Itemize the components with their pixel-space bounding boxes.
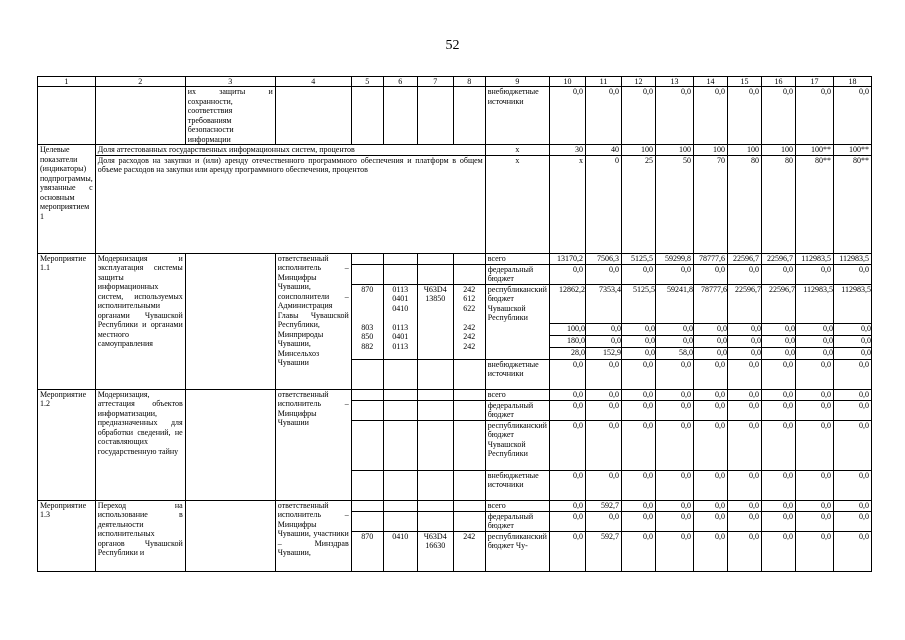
- target-value: 100: [693, 145, 727, 156]
- m12-value: 0,0: [549, 389, 585, 400]
- cont-value: 0,0: [761, 87, 795, 145]
- empty-cell: [383, 87, 417, 145]
- target-x: x: [485, 155, 549, 253]
- m12-value: 0,0: [549, 470, 585, 500]
- m13-value: 0,0: [833, 500, 871, 511]
- code-vr: [453, 511, 485, 531]
- code-gr: 870 803 850 882: [351, 284, 383, 359]
- m11-value: 22596,7: [728, 285, 761, 324]
- m11-value: 0,0: [586, 336, 621, 348]
- target-value: x: [549, 155, 585, 253]
- m11-value-stack: [621, 284, 655, 359]
- m11-value: 0,0: [762, 324, 795, 336]
- cont-value: 0,0: [795, 87, 833, 145]
- m11-value: 0,0: [834, 336, 871, 348]
- target-value: 100**: [833, 145, 871, 156]
- m11-value: 0,0: [784, 347, 795, 357]
- code-rz: [383, 511, 417, 531]
- m13-value: 0,0: [727, 500, 761, 511]
- m11-value: 0,0: [656, 324, 693, 336]
- m11-value: 0,0: [694, 336, 727, 348]
- empty-cell: [383, 400, 417, 420]
- m12-value: 0,0: [761, 470, 795, 500]
- code-vr: [453, 500, 485, 511]
- m13-value: 0,0: [549, 531, 585, 571]
- m11-value-stack: [727, 284, 761, 359]
- m11-value: 0,0: [716, 347, 727, 357]
- page-number: 52: [445, 38, 460, 53]
- empty-cell: [185, 389, 275, 500]
- m11-value: 0,0: [761, 359, 795, 389]
- code-csr: Ч63D4 13850: [417, 284, 453, 359]
- m12-value: 0,0: [585, 400, 621, 420]
- m13-value: 0,0: [761, 531, 795, 571]
- target-value: 30: [549, 145, 585, 156]
- m12-value: 0,0: [833, 420, 871, 470]
- m13-value: 0,0: [621, 511, 655, 531]
- target-value: 100: [655, 145, 693, 156]
- m12-value: 0,0: [655, 420, 693, 470]
- m11-value: 7353,4: [586, 285, 621, 324]
- code-csr: Ч63D4 16630: [417, 531, 453, 571]
- cont-value: 0,0: [549, 87, 585, 145]
- m13-value: 0,0: [833, 531, 871, 571]
- code-rz: 0410: [383, 531, 417, 571]
- m13-value: 0,0: [727, 531, 761, 571]
- empty-cell: [383, 253, 417, 264]
- m11-value: 59299,8: [655, 253, 693, 264]
- m11-value: 59241,8: [656, 285, 693, 324]
- m12-value: 0,0: [621, 420, 655, 470]
- m13-value: 0,0: [795, 500, 833, 511]
- m13-value: 592,7: [585, 500, 621, 511]
- m11-value: 0,0: [833, 359, 871, 389]
- header-row: [38, 77, 872, 87]
- column-number: 7: [417, 77, 453, 87]
- m12-value: 0,0: [833, 400, 871, 420]
- m11-value: 78777,6: [693, 253, 727, 264]
- column-number: 18: [833, 77, 871, 87]
- m13-value: 0,0: [795, 531, 833, 571]
- m11-value: 0,0: [833, 264, 871, 284]
- m11-value-stack: [655, 284, 693, 359]
- target-value: 80: [761, 155, 795, 253]
- m13-value: 0,0: [693, 511, 727, 531]
- m12-value: 0,0: [833, 389, 871, 400]
- column-number: 11: [585, 77, 621, 87]
- column-number: 16: [761, 77, 795, 87]
- measure-label: Мероприятие 1.2: [38, 389, 96, 500]
- cont-value: 0,0: [727, 87, 761, 145]
- m12-value: 0,0: [585, 420, 621, 470]
- m11-value: 0,0: [621, 264, 655, 284]
- m12-value: 0,0: [655, 389, 693, 400]
- m11-value: 180,0: [550, 336, 585, 348]
- empty-cell: [383, 264, 417, 284]
- m13-value: 0,0: [655, 531, 693, 571]
- empty-cell: [351, 389, 383, 400]
- code-csr: [417, 500, 453, 511]
- empty-cell: [95, 87, 185, 145]
- m11-value: 152,9: [602, 347, 621, 357]
- m11-value: 22596,7: [762, 285, 795, 324]
- target-value: 80**: [833, 155, 871, 253]
- m11-value: 112983,5: [833, 253, 871, 264]
- target-value: 100: [761, 145, 795, 156]
- m11-value: 0,0: [585, 359, 621, 389]
- empty-cell: [351, 400, 383, 420]
- m11-value: 0,0: [796, 324, 833, 336]
- column-number: 14: [693, 77, 727, 87]
- empty-cell: [453, 470, 485, 500]
- m11-value: 28,0: [570, 347, 585, 357]
- m11-value: 58,0: [678, 347, 693, 357]
- column-number: 5: [351, 77, 383, 87]
- m13-value: 0,0: [549, 511, 585, 531]
- funding-source: внебюджетные источники: [485, 87, 549, 145]
- empty-cell: [351, 420, 383, 470]
- m11-value: 0,0: [644, 347, 655, 357]
- target-value: 50: [655, 155, 693, 253]
- m11-value: 0,0: [655, 264, 693, 284]
- m11-value: 78777,6: [694, 285, 727, 324]
- measure-row: [38, 500, 872, 511]
- empty-cell: [417, 400, 453, 420]
- target-value: 100: [621, 145, 655, 156]
- empty-cell: [351, 264, 383, 284]
- protection-text: их защиты и сохранности, соответствия требованиям безопасности информации: [185, 87, 275, 145]
- funding-source: республиканский бюджет Чувашской Республики: [485, 420, 549, 470]
- column-number: 1: [38, 77, 96, 87]
- m11-value: 112983,5: [834, 285, 871, 324]
- cont-value: 0,0: [833, 87, 871, 145]
- empty-cell: [185, 500, 275, 571]
- funding-source: всего: [485, 253, 549, 264]
- column-number: 10: [549, 77, 585, 87]
- column-number: 6: [383, 77, 417, 87]
- m13-value: 0,0: [761, 500, 795, 511]
- m12-value: 0,0: [693, 470, 727, 500]
- m11-value: 0,0: [586, 324, 621, 336]
- empty-cell: [453, 400, 485, 420]
- m11-value: 0,0: [822, 347, 833, 357]
- funding-source: внебюджетные источники: [485, 359, 549, 389]
- column-number: 17: [795, 77, 833, 87]
- m11-value: 0,0: [655, 359, 693, 389]
- target-x: x: [485, 145, 549, 156]
- m13-value: 0,0: [655, 500, 693, 511]
- m12-value: 0,0: [833, 470, 871, 500]
- m12-value: 0,0: [761, 400, 795, 420]
- measure-executor: ответственный исполнитель – Минцифры Чувашии: [275, 389, 351, 500]
- empty-cell: [275, 87, 351, 145]
- measure-executor: ответственный исполнитель – Минцифры Чувашии, соисполнители – Администрация Главы Чувашской Республики, Минприроды Чувашии, Минсельхоз Чувашии: [275, 253, 351, 389]
- m12-value: 0,0: [761, 389, 795, 400]
- m11-value: 0,0: [549, 359, 585, 389]
- m13-value: 0,0: [795, 511, 833, 531]
- m11-value-stack: [795, 284, 833, 359]
- target-row: [38, 155, 872, 253]
- empty-cell: [417, 264, 453, 284]
- m11-value: 0,0: [727, 264, 761, 284]
- target-value: 25: [621, 155, 655, 253]
- m11-value-stack: [761, 284, 795, 359]
- cont-value: 0,0: [621, 87, 655, 145]
- empty-cell: [453, 389, 485, 400]
- column-number: 9: [485, 77, 549, 87]
- funding-source: всего: [485, 500, 549, 511]
- code-csr: [417, 511, 453, 531]
- budget-table: [37, 76, 872, 572]
- target-text: Доля аттестованных государственных информационных систем, процентов: [95, 145, 485, 156]
- m11-value: 7506,3: [585, 253, 621, 264]
- column-number: 12: [621, 77, 655, 87]
- cont-value: 0,0: [655, 87, 693, 145]
- empty-cell: [453, 420, 485, 470]
- funding-source: внебюджетные источники: [485, 470, 549, 500]
- m12-value: 0,0: [621, 470, 655, 500]
- cont-value: 0,0: [585, 87, 621, 145]
- empty-cell: [417, 253, 453, 264]
- m11-value: 0,0: [750, 347, 761, 357]
- m11-value: 0,0: [761, 264, 795, 284]
- empty-cell: [351, 470, 383, 500]
- cont-value: 0,0: [693, 87, 727, 145]
- m13-value: 0,0: [727, 511, 761, 531]
- m11-value: 0,0: [585, 264, 621, 284]
- column-number: 4: [275, 77, 351, 87]
- empty-cell: [417, 470, 453, 500]
- target-value: 100**: [795, 145, 833, 156]
- code-gr: [351, 500, 383, 511]
- m12-value: 0,0: [621, 389, 655, 400]
- m12-value: 0,0: [795, 400, 833, 420]
- target-value: 0: [585, 155, 621, 253]
- m11-value: 0,0: [622, 336, 655, 348]
- m11-value: 0,0: [728, 336, 761, 348]
- measure-executor: ответственный исполнитель – Минцифры Чувашии, участники – Минздрав Чувашии,: [275, 500, 351, 571]
- m11-value: 0,0: [796, 336, 833, 348]
- m12-value: 0,0: [655, 470, 693, 500]
- m12-value: 0,0: [761, 420, 795, 470]
- m12-value: 0,0: [727, 400, 761, 420]
- m12-value: 0,0: [585, 389, 621, 400]
- m11-value: 0,0: [795, 264, 833, 284]
- empty-cell: [351, 359, 383, 389]
- column-number: 3: [185, 77, 275, 87]
- code-vr: 242 612 622 242 242 242: [453, 284, 485, 359]
- empty-cell: [185, 253, 275, 389]
- m11-value: 5125,5: [621, 253, 655, 264]
- target-value: 80: [727, 155, 761, 253]
- m11-value: 0,0: [694, 324, 727, 336]
- m13-value: 0,0: [761, 511, 795, 531]
- measure-row: [38, 253, 872, 264]
- funding-source: федеральный бюджет: [485, 264, 549, 284]
- targets-label: Целевые показатели (индикаторы) подпрограммы, увязанные с основным мероприятием 1: [38, 145, 96, 254]
- empty-cell: [383, 359, 417, 389]
- empty-cell: [417, 87, 453, 145]
- m13-value: 0,0: [833, 511, 871, 531]
- measure-name: Модернизация и эксплуатация системы защиты информационных систем, используемых исполнительными органами Чувашской Республики и органами местного самоуправления: [95, 253, 185, 389]
- m13-value: 592,7: [585, 531, 621, 571]
- m12-value: 0,0: [693, 420, 727, 470]
- m12-value: 0,0: [693, 389, 727, 400]
- empty-cell: [383, 389, 417, 400]
- empty-cell: [453, 87, 485, 145]
- funding-source: республиканский бюджет Чувашской Республики: [485, 284, 549, 359]
- empty-cell: [351, 253, 383, 264]
- m11-value: 0,0: [762, 336, 795, 348]
- code-rz: [383, 500, 417, 511]
- column-number: 8: [453, 77, 485, 87]
- m13-value: 0,0: [693, 500, 727, 511]
- m13-value: 0,0: [585, 511, 621, 531]
- empty-cell: [417, 359, 453, 389]
- target-row: [38, 145, 872, 156]
- m13-value: 0,0: [621, 500, 655, 511]
- m12-value: 0,0: [727, 420, 761, 470]
- funding-source: всего: [485, 389, 549, 400]
- m13-value: 0,0: [693, 531, 727, 571]
- column-number: 13: [655, 77, 693, 87]
- m11-value-stack: [693, 284, 727, 359]
- empty-cell: [453, 253, 485, 264]
- m12-value: 0,0: [795, 420, 833, 470]
- m11-value: 0,0: [621, 359, 655, 389]
- funding-source: федеральный бюджет: [485, 511, 549, 531]
- m11-value: 22596,7: [761, 253, 795, 264]
- target-value: 100: [727, 145, 761, 156]
- m11-value-stack: [549, 284, 585, 359]
- m11-value: 0,0: [795, 359, 833, 389]
- continuation-row: [38, 87, 872, 145]
- code-gr: 870: [351, 531, 383, 571]
- m11-value: 0,0: [622, 324, 655, 336]
- m11-value: 0,0: [693, 359, 727, 389]
- m12-value: 0,0: [693, 400, 727, 420]
- m12-value: 0,0: [727, 470, 761, 500]
- m11-value: 5125,5: [622, 285, 655, 324]
- m12-value: 0,0: [795, 470, 833, 500]
- m12-value: 0,0: [795, 389, 833, 400]
- m12-value: 0,0: [621, 400, 655, 420]
- target-text: Доля расходов на закупки и (или) аренду отечественного программного обеспечения и платформ в общем объеме расходов на закупки или аренду программного обеспечения, процентов: [95, 155, 485, 253]
- m11-value-stack: [833, 284, 871, 359]
- m11-value: 112983,5: [795, 253, 833, 264]
- m11-value: 0,0: [727, 359, 761, 389]
- empty-cell: [417, 420, 453, 470]
- m11-value: 0,0: [656, 336, 693, 348]
- target-value: 40: [585, 145, 621, 156]
- m13-value: 0,0: [549, 500, 585, 511]
- m11-value: 112983,5: [796, 285, 833, 324]
- m11-value-stack: [585, 284, 621, 359]
- measure-name: Переход на использование в деятельности исполнительных органов Чувашской Республики и: [95, 500, 185, 571]
- empty-cell: [383, 420, 417, 470]
- code-vr: 242: [453, 531, 485, 571]
- target-value: 70: [693, 155, 727, 253]
- funding-source: федеральный бюджет: [485, 400, 549, 420]
- code-rz: 0113 0401 0410 0113 0401 0113: [383, 284, 417, 359]
- m12-value: 0,0: [549, 400, 585, 420]
- m11-value: 0,0: [549, 264, 585, 284]
- m11-value: 13170,2: [549, 253, 585, 264]
- measure-row: [38, 389, 872, 400]
- funding-source: республиканский бюджет Чу-: [485, 531, 549, 571]
- empty-cell: [383, 470, 417, 500]
- m12-value: 0,0: [549, 420, 585, 470]
- m11-value: 100,0: [550, 324, 585, 336]
- column-number: 2: [95, 77, 185, 87]
- measure-name: Модернизация, аттестация объектов информатизации, предназначенных для обработки сведений, не составляющих государственную тайну: [95, 389, 185, 500]
- empty-cell: [351, 87, 383, 145]
- m12-value: 0,0: [727, 389, 761, 400]
- empty-cell: [417, 389, 453, 400]
- code-gr: [351, 511, 383, 531]
- empty-cell: [453, 359, 485, 389]
- m11-value: 0,0: [693, 264, 727, 284]
- column-number: 15: [727, 77, 761, 87]
- target-value: 80**: [795, 155, 833, 253]
- m13-value: 0,0: [655, 511, 693, 531]
- m12-value: 0,0: [585, 470, 621, 500]
- m11-value: 0,0: [834, 324, 871, 336]
- m11-value: 12862,2: [550, 285, 585, 324]
- empty-cell: [38, 87, 96, 145]
- m13-value: 0,0: [621, 531, 655, 571]
- m11-value: 0,0: [860, 347, 871, 357]
- m12-value: 0,0: [655, 400, 693, 420]
- measure-label: Мероприятие 1.1: [38, 253, 96, 389]
- empty-cell: [453, 264, 485, 284]
- m11-value: 0,0: [728, 324, 761, 336]
- measure-label: Мероприятие 1.3: [38, 500, 96, 571]
- m11-value: 22596,7: [727, 253, 761, 264]
